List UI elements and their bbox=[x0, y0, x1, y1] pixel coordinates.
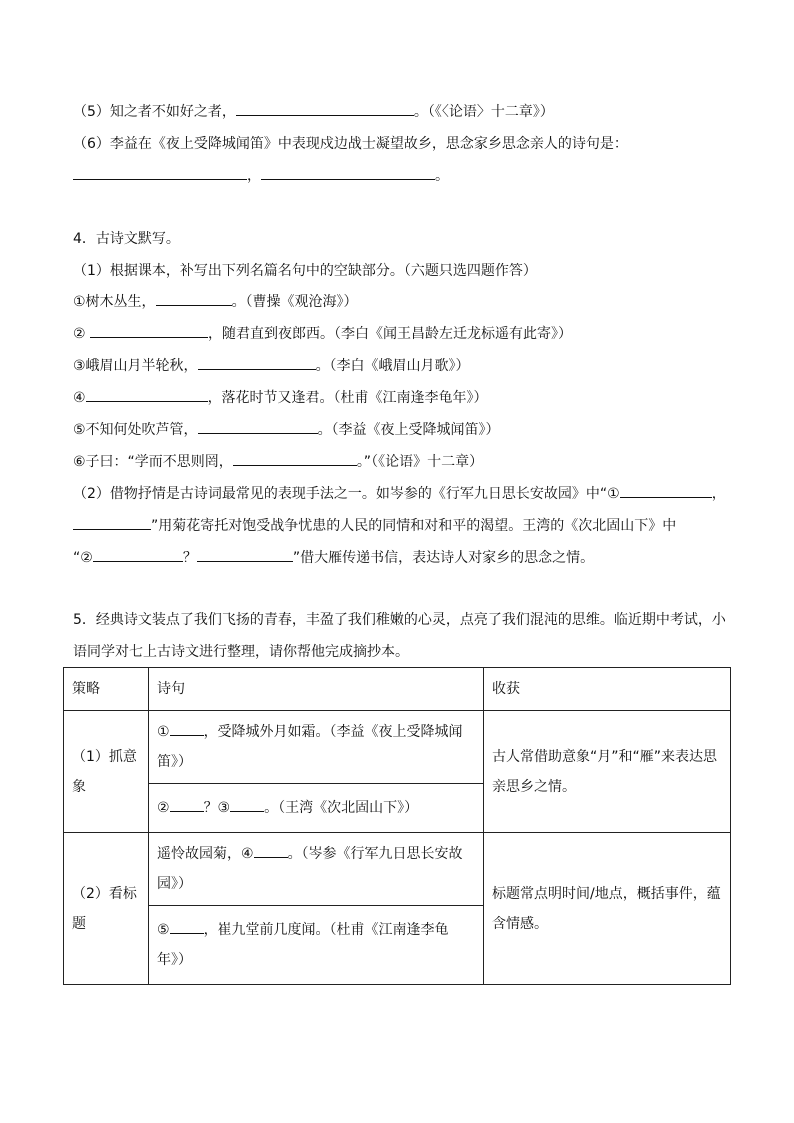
q5-header-gain: 收获 bbox=[484, 668, 731, 711]
q5-row1-line2-post: 。（王湾《次北固山下》） bbox=[264, 800, 419, 816]
q4-sub2-text-a-end: ， bbox=[711, 486, 726, 502]
q4-line-4 bbox=[73, 388, 488, 408]
q3-item-5 bbox=[73, 102, 554, 122]
q4-sub2-line-3 bbox=[73, 548, 594, 568]
q5-blank-5[interactable] bbox=[170, 920, 204, 934]
q4-line6-blank[interactable] bbox=[233, 452, 357, 466]
q3-item5-text: （5）知之者不如好之者， bbox=[73, 104, 236, 120]
q4-line3-post: 。（李白《峨眉山月歌》） bbox=[315, 358, 470, 374]
q4-sub2-blank-3[interactable] bbox=[93, 548, 183, 562]
q5-table-header-row bbox=[64, 668, 731, 711]
q3-item6-blank-1[interactable] bbox=[73, 166, 247, 180]
q5-blank-1[interactable] bbox=[170, 722, 204, 736]
q5-blank-3[interactable] bbox=[230, 798, 264, 812]
q3-item6-blank-2[interactable] bbox=[261, 166, 435, 180]
q5-table bbox=[63, 667, 731, 985]
q5-row2-line2 bbox=[149, 906, 484, 985]
q3-item5-source: 。（《〈论语〉十二章》） bbox=[413, 104, 554, 120]
q3-item6-separator: ， bbox=[247, 168, 261, 184]
q4-line-6 bbox=[73, 452, 483, 472]
q4-line-1 bbox=[73, 292, 358, 312]
q5-row2-line1-pre: 遥怜故园菊，④ bbox=[157, 846, 254, 862]
q5-row1-strategy: （1）抓意象 bbox=[64, 711, 149, 833]
q4-sub1: （1）根据课本，补写出下列名篇名句中的空缺部分。（六题只选四题作答） bbox=[73, 263, 537, 279]
table-row bbox=[64, 711, 731, 784]
q5-row2-line1 bbox=[149, 833, 484, 906]
q5-row1-line1-post: ，受降城外月如霜。（李益《夜上受降城闻笛》） bbox=[157, 724, 463, 770]
q4-line1-post: 。（曹操《观沧海》） bbox=[231, 294, 358, 310]
q3-item6-end: 。 bbox=[435, 168, 449, 184]
table-row bbox=[64, 833, 731, 906]
q5-row1-line2-pre: ② bbox=[157, 800, 170, 816]
q4-line3-pre: ③峨眉山月半轮秋， bbox=[73, 358, 198, 374]
q3-item5-blank[interactable] bbox=[236, 102, 414, 116]
q4-line5-post: 。（李益《夜上受降城闻笛》） bbox=[317, 422, 500, 438]
q5-header-poem: 诗句 bbox=[149, 668, 484, 711]
q4-line6-pre: ⑥子曰：“学而不思则罔， bbox=[73, 454, 233, 470]
q5-row2-line1-post: 。（岑参《行军九日思长安故园》） bbox=[157, 846, 463, 892]
q4-line2-pre: ② bbox=[73, 326, 91, 342]
q4-line-2 bbox=[73, 324, 572, 344]
q4-line3-blank[interactable] bbox=[198, 356, 316, 370]
q4-line4-pre: ④ bbox=[73, 390, 86, 406]
q5-row2-strategy: （2）看标题 bbox=[64, 833, 149, 985]
q4-line-5 bbox=[73, 420, 500, 440]
q5-row2-line2-post: ，崔九堂前几度闻。（杜甫《江南逢李龟年》） bbox=[157, 922, 449, 968]
q5-blank-4[interactable] bbox=[254, 844, 288, 858]
q5-row2-gain: 标题常点明时间/地点，概括事件，蕴含情感。 bbox=[484, 833, 731, 985]
q5-row1-line1-pre: ① bbox=[157, 724, 170, 740]
q5-intro-line-1: 5．经典诗文装点了我们飞扬的青春，丰盈了我们稚嫩的心灵，点亮了我们混沌的思维。临近期中考试，小 bbox=[73, 612, 726, 628]
q4-sub2-line-1 bbox=[73, 484, 726, 504]
q4-line4-post: ，落花时节又逢君。（杜甫《江南逢李龟年》） bbox=[207, 390, 488, 406]
q4-line2-blank[interactable] bbox=[90, 324, 208, 338]
q4-line5-blank[interactable] bbox=[198, 420, 318, 434]
q5-header-strategy: 策略 bbox=[64, 668, 149, 711]
q4-line2-post: ，随君直到夜郎西。（李白《闻王昌龄左迁龙标遥有此寄》） bbox=[208, 326, 573, 342]
q5-blank-2[interactable] bbox=[170, 798, 204, 812]
q4-sub2-line-2 bbox=[73, 516, 676, 536]
q4-sub2-text-c-mid: ？ bbox=[182, 550, 197, 566]
q5-row1-gain: 古人常借助意象“月”和“雁”来表达思亲思乡之情。 bbox=[484, 711, 731, 833]
q3-item-6-answer-line bbox=[73, 166, 449, 186]
q4-title: 4．古诗文默写。 bbox=[73, 231, 180, 247]
q4-sub2-text-a: （2）借物抒情是古诗词最常见的表现手法之一。如岑参的《行军九日思长安故园》中“① bbox=[73, 486, 620, 502]
q4-line-3 bbox=[73, 356, 470, 376]
q5-row1-line2 bbox=[149, 784, 484, 833]
q4-sub2-text-c-pre: “② bbox=[73, 550, 93, 566]
q3-item-6: （6）李益在《夜上受降城闻笛》中表现戍边战士凝望故乡，思念家乡思念亲人的诗句是： bbox=[73, 136, 628, 152]
q4-sub2-blank-2[interactable] bbox=[73, 516, 151, 530]
q4-sub2-blank-1[interactable] bbox=[620, 484, 712, 498]
q4-sub2-blank-4[interactable] bbox=[197, 548, 293, 562]
q5-row1-line1 bbox=[149, 711, 484, 784]
q4-line5-pre: ⑤不知何处吹芦管， bbox=[73, 422, 198, 438]
q4-line1-pre: ①树木丛生， bbox=[73, 294, 156, 310]
q5-intro-line-2: 语同学对七上古诗文进行整理，请你帮他完成摘抄本。 bbox=[73, 644, 409, 660]
q4-line6-post: 。”（《论语》十二章） bbox=[356, 454, 484, 470]
q4-sub2-text-c-post: ”借大雁传递书信，表达诗人对家乡的思念之情。 bbox=[292, 550, 595, 566]
q4-line4-blank[interactable] bbox=[86, 388, 208, 402]
q5-row2-line2-pre: ⑤ bbox=[157, 922, 170, 938]
q4-line1-blank[interactable] bbox=[156, 292, 232, 306]
q5-row1-line2-mid: ？③ bbox=[203, 800, 231, 816]
q4-sub2-text-b: ”用菊花寄托对饱受战争忧患的人民的同情和对和平的渴望。王湾的《次北固山下》中 bbox=[151, 518, 677, 534]
